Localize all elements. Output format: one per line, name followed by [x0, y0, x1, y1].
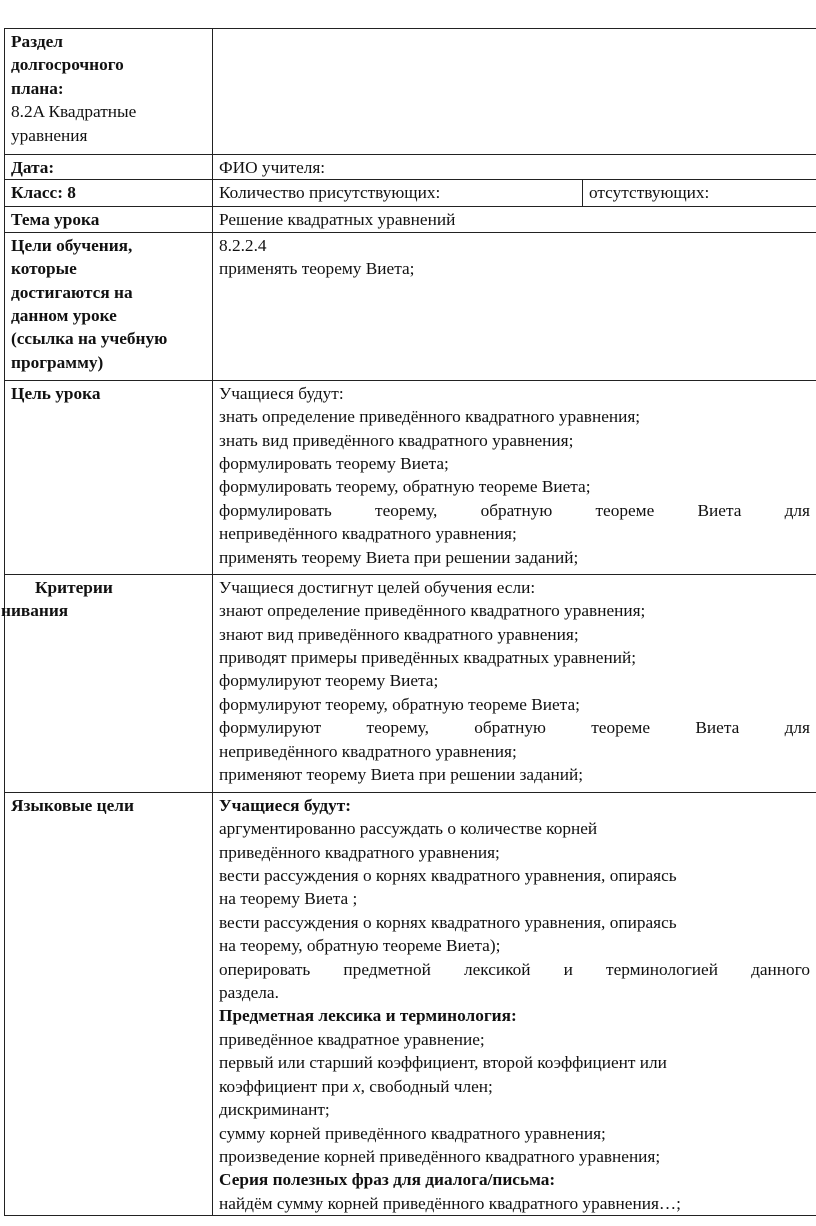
- criteria-line: неприведённого квадратного уравнения;: [219, 741, 517, 761]
- language-line: на теорему, обратную теореме Виета);: [219, 936, 501, 956]
- topic-label-cell: [5, 207, 213, 232]
- vocab-heading: Предметная лексика и терминология:: [219, 1006, 517, 1026]
- row-objectives: [5, 232, 816, 380]
- language-line: раздела.: [219, 983, 279, 1003]
- row-section: [5, 29, 816, 155]
- lesson-goal-label: Цель урока: [11, 383, 101, 403]
- section-label-3: плана:: [11, 78, 64, 98]
- lesson-goal-line: формулировать теорему, обратную теореме Виета для: [219, 500, 810, 520]
- topic-value: Решение квадратных уравнений: [219, 210, 456, 230]
- objectives-label-6: программу): [11, 352, 104, 372]
- lesson-goal-line: формулировать теорему, обратную теореме Виета;: [219, 477, 591, 497]
- vocab-line: [219, 1075, 810, 1098]
- language-line: вести рассуждения о корнях квадратного уравнения, опираясь: [219, 866, 677, 886]
- section-label-cell: [5, 29, 213, 155]
- objectives-label-4: данном уроке: [11, 306, 117, 326]
- topic-label: Тема урока: [11, 210, 100, 230]
- teacher-label: ФИО учителя:: [219, 158, 326, 177]
- vocab-line: сумму корней приведённого квадратного уравнения;: [219, 1123, 606, 1143]
- vocab-coef-text: коэффициент при: [219, 1076, 349, 1096]
- criteria-value-cell: [213, 574, 816, 792]
- phrases-heading: Серия полезных фраз для диалога/письма:: [219, 1170, 556, 1190]
- topic-value-cell: [213, 207, 816, 232]
- objectives-value-cell: [213, 232, 816, 380]
- objectives-label-cell: [5, 232, 213, 380]
- criteria-line: формулируют теорему Виета;: [219, 671, 439, 691]
- row-date: [5, 155, 816, 180]
- criteria-line: знают вид приведённого квадратного уравнения;: [219, 624, 579, 644]
- lesson-plan-table: [1, 28, 816, 1216]
- section-value-1: 8.2A Квадратные: [11, 102, 137, 122]
- language-value-cell: [213, 792, 816, 1215]
- date-label-cell: [5, 155, 213, 180]
- criteria-line: приводят примеры приведённых квадратных уравнений;: [219, 648, 637, 668]
- objectives-label-5: (ссылка на учебную: [11, 329, 168, 349]
- vocab-line: произведение корней приведённого квадратного уравнения;: [219, 1146, 661, 1166]
- criteria-label-2: нивания: [1, 601, 69, 621]
- language-line: на теорему Виета ;: [219, 889, 358, 909]
- section-label-2: долгосрочного: [11, 55, 124, 75]
- absent-cell: [583, 180, 816, 207]
- class-label: Класс: 8: [11, 183, 76, 203]
- criteria-line: формулируют теорему, обратную теореме Виета для: [219, 718, 810, 738]
- row-criteria: [5, 574, 816, 792]
- criteria-line: применяют теорему Виета при решении заданий;: [219, 765, 584, 785]
- present-cell: [213, 180, 583, 207]
- lesson-goal-value-cell: [213, 380, 816, 574]
- lesson-goal-line: знать вид приведённого квадратного уравнения;: [219, 430, 574, 450]
- lesson-goal-line: неприведённого квадратного уравнения;: [219, 524, 517, 544]
- vocab-line: дискриминант;: [219, 1100, 330, 1120]
- lesson-goal-line: формулировать теорему Виета;: [219, 454, 449, 474]
- language-line: вести рассуждения о корнях квадратного уравнения, опираясь: [219, 912, 677, 932]
- objectives-text: применять теорему Виета;: [219, 259, 415, 279]
- row-language: [5, 792, 816, 1215]
- row-lesson-goal: [5, 380, 816, 574]
- language-line: приведённого квадратного уравнения;: [219, 842, 500, 862]
- vocab-free-term: , свободный член;: [360, 1076, 493, 1096]
- date-label: Дата:: [11, 158, 55, 177]
- criteria-label-cell: [1, 574, 213, 792]
- criteria-line: Учащиеся достигнут целей обучения если:: [219, 577, 536, 597]
- section-value-2: уравнения: [11, 125, 88, 145]
- lesson-goal-label-cell: [5, 380, 213, 574]
- section-label-1: Раздел: [11, 32, 63, 51]
- language-label-cell: [5, 792, 213, 1215]
- lesson-goal-line: применять теорему Виета при решении заданий;: [219, 547, 579, 567]
- objectives-label-3: достигаются на: [11, 282, 133, 302]
- language-heading: Учащиеся будут:: [219, 795, 351, 815]
- phrases-line: найдём сумму корней приведённого квадратного уравнения…;: [219, 1193, 681, 1213]
- language-line: аргументированно рассуждать о количестве корней: [219, 819, 598, 839]
- row-class: [5, 180, 816, 207]
- vocab-line: приведённое квадратное уравнение;: [219, 1029, 485, 1049]
- class-label-cell: [5, 180, 213, 207]
- vocab-x-variable: x: [352, 1076, 361, 1096]
- row-topic: [5, 207, 816, 232]
- criteria-line: знают определение приведённого квадратного уравнения;: [219, 601, 646, 621]
- absent-label: отсутствующих:: [589, 183, 710, 203]
- criteria-label-1: Критерии: [35, 577, 113, 597]
- lesson-goal-line: знать определение приведённого квадратного уравнения;: [219, 407, 641, 427]
- objectives-code: 8.2.2.4: [219, 235, 267, 255]
- present-label: Количество присутствующих:: [219, 183, 441, 203]
- objectives-label-1: Цели обучения,: [11, 235, 133, 255]
- section-empty-cell: [213, 29, 816, 155]
- language-line: оперировать предметной лексикой и терминологией данного: [219, 959, 810, 979]
- teacher-cell: [213, 155, 816, 180]
- objectives-label-2: которые: [11, 259, 77, 279]
- criteria-line: формулируют теорему, обратную теореме Виета;: [219, 694, 580, 714]
- language-label: Языковые цели: [11, 795, 134, 815]
- lesson-goal-line: Учащиеся будут:: [219, 383, 344, 403]
- vocab-line: первый или старший коэффициент, второй коэффициент или: [219, 1053, 667, 1073]
